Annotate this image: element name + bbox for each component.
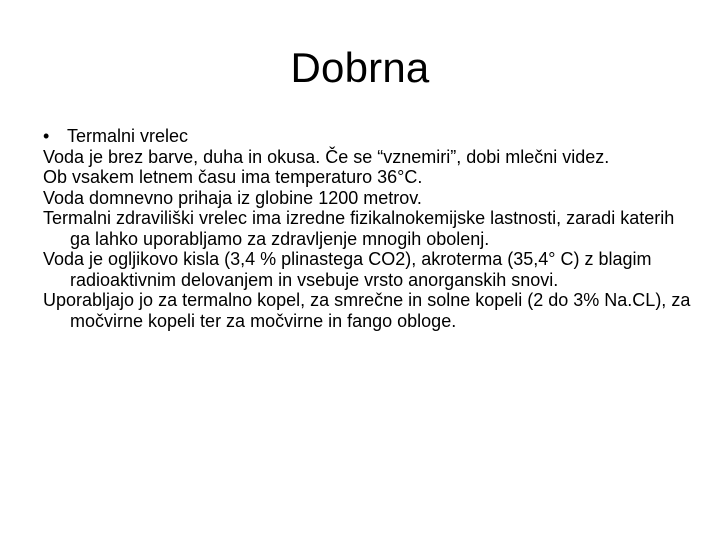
paragraph-temperature: Ob vsakem letnem času ima temperaturo 36°C. [43,167,423,187]
paragraph-composition: Voda je ogljikovo kisla (3,4 % plinastega CO2), akroterma (35,4° C) z blagim radioaktivnim delovanjem in vsebuje vrsto anorganskih snovi. [43,249,652,290]
paragraph-color: Voda je brez barve, duha in okusa. Če se “vznemiri”, dobi mlečni videz. [43,146,610,167]
bullet-icon: • [43,126,50,146]
paragraph-properties: Termalni zdraviliški vrelec ima izredne fizikalnokemijske lastnosti, zaradi katerih ga lahko uporabljamo za zdravljenje mnogih obolenj. [43,208,675,249]
paragraph-depth: Voda domnevno prihaja iz globine 1200 metrov. [43,187,422,208]
paragraph-usage: Uporabljajo jo za termalno kopel, za smrečne in solne kopeli (2 do 3% Na.CL), za močvirne kopeli ter za močvirne in fango obloge. [43,290,691,331]
bullet-item [43,126,693,147]
slide-body [43,126,693,331]
bullet-text: Termalni vrelec [67,126,189,146]
slide-title: Dobrna [290,44,430,91]
